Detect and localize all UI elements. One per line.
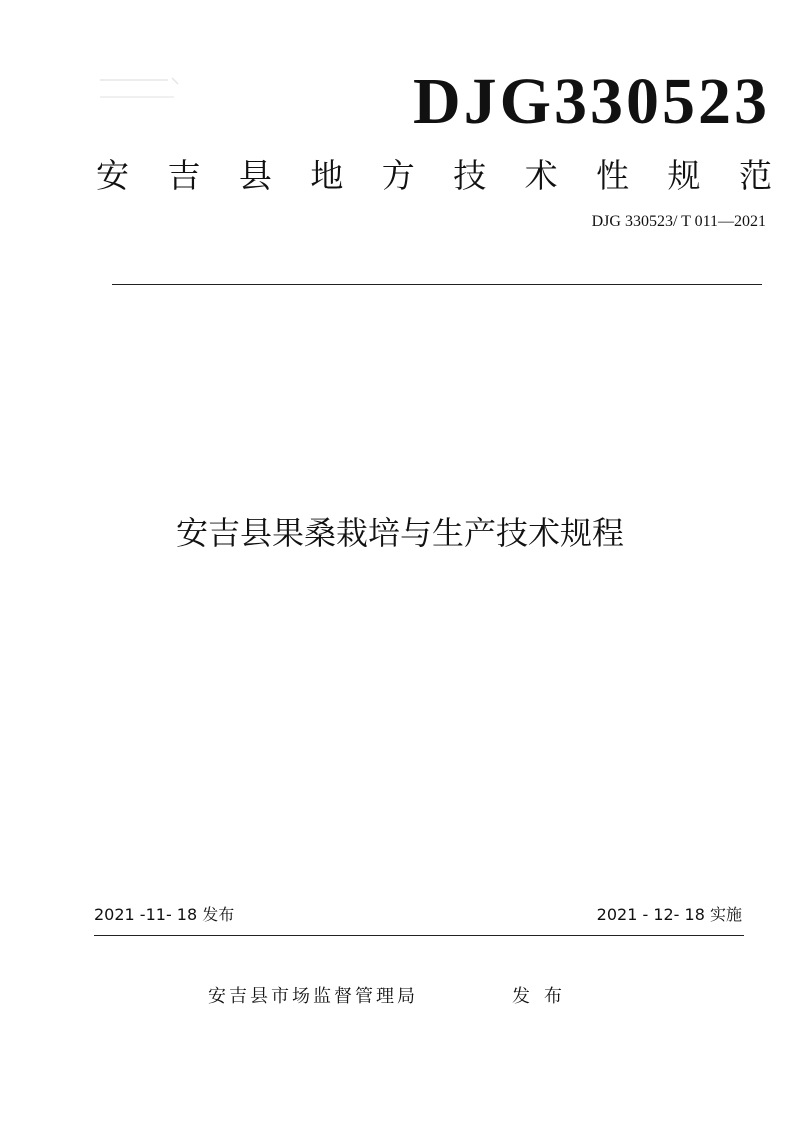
release-label: 发布 [512, 986, 576, 1007]
category-char: 县 [238, 156, 272, 195]
standard-number: DJG 330523/ T 011—2021 [591, 213, 766, 230]
category-char: 术 [524, 156, 558, 195]
header-divider [112, 284, 762, 285]
issue-date: 2021 -11- 18 发布 [94, 905, 235, 924]
category-char: 规 [667, 156, 701, 195]
category-char: 方 [381, 156, 415, 195]
category-char: 范 [738, 156, 772, 195]
standard-category-heading [96, 152, 772, 200]
faint-logo-mark [98, 76, 182, 100]
category-char: 安 [96, 156, 129, 195]
category-char: 性 [596, 156, 630, 195]
issuing-authority: 安吉县市场监督管理局 [208, 986, 418, 1007]
category-char: 技 [453, 156, 487, 195]
category-char: 吉 [167, 156, 201, 195]
document-title: 安吉县果桑栽培与生产技术规程 [175, 514, 624, 552]
footer-divider [94, 935, 744, 936]
implementation-date: 2021 - 12- 18 实施 [596, 905, 742, 924]
standard-code-title: DJG330523 [413, 65, 770, 138]
category-char: 地 [310, 156, 344, 195]
